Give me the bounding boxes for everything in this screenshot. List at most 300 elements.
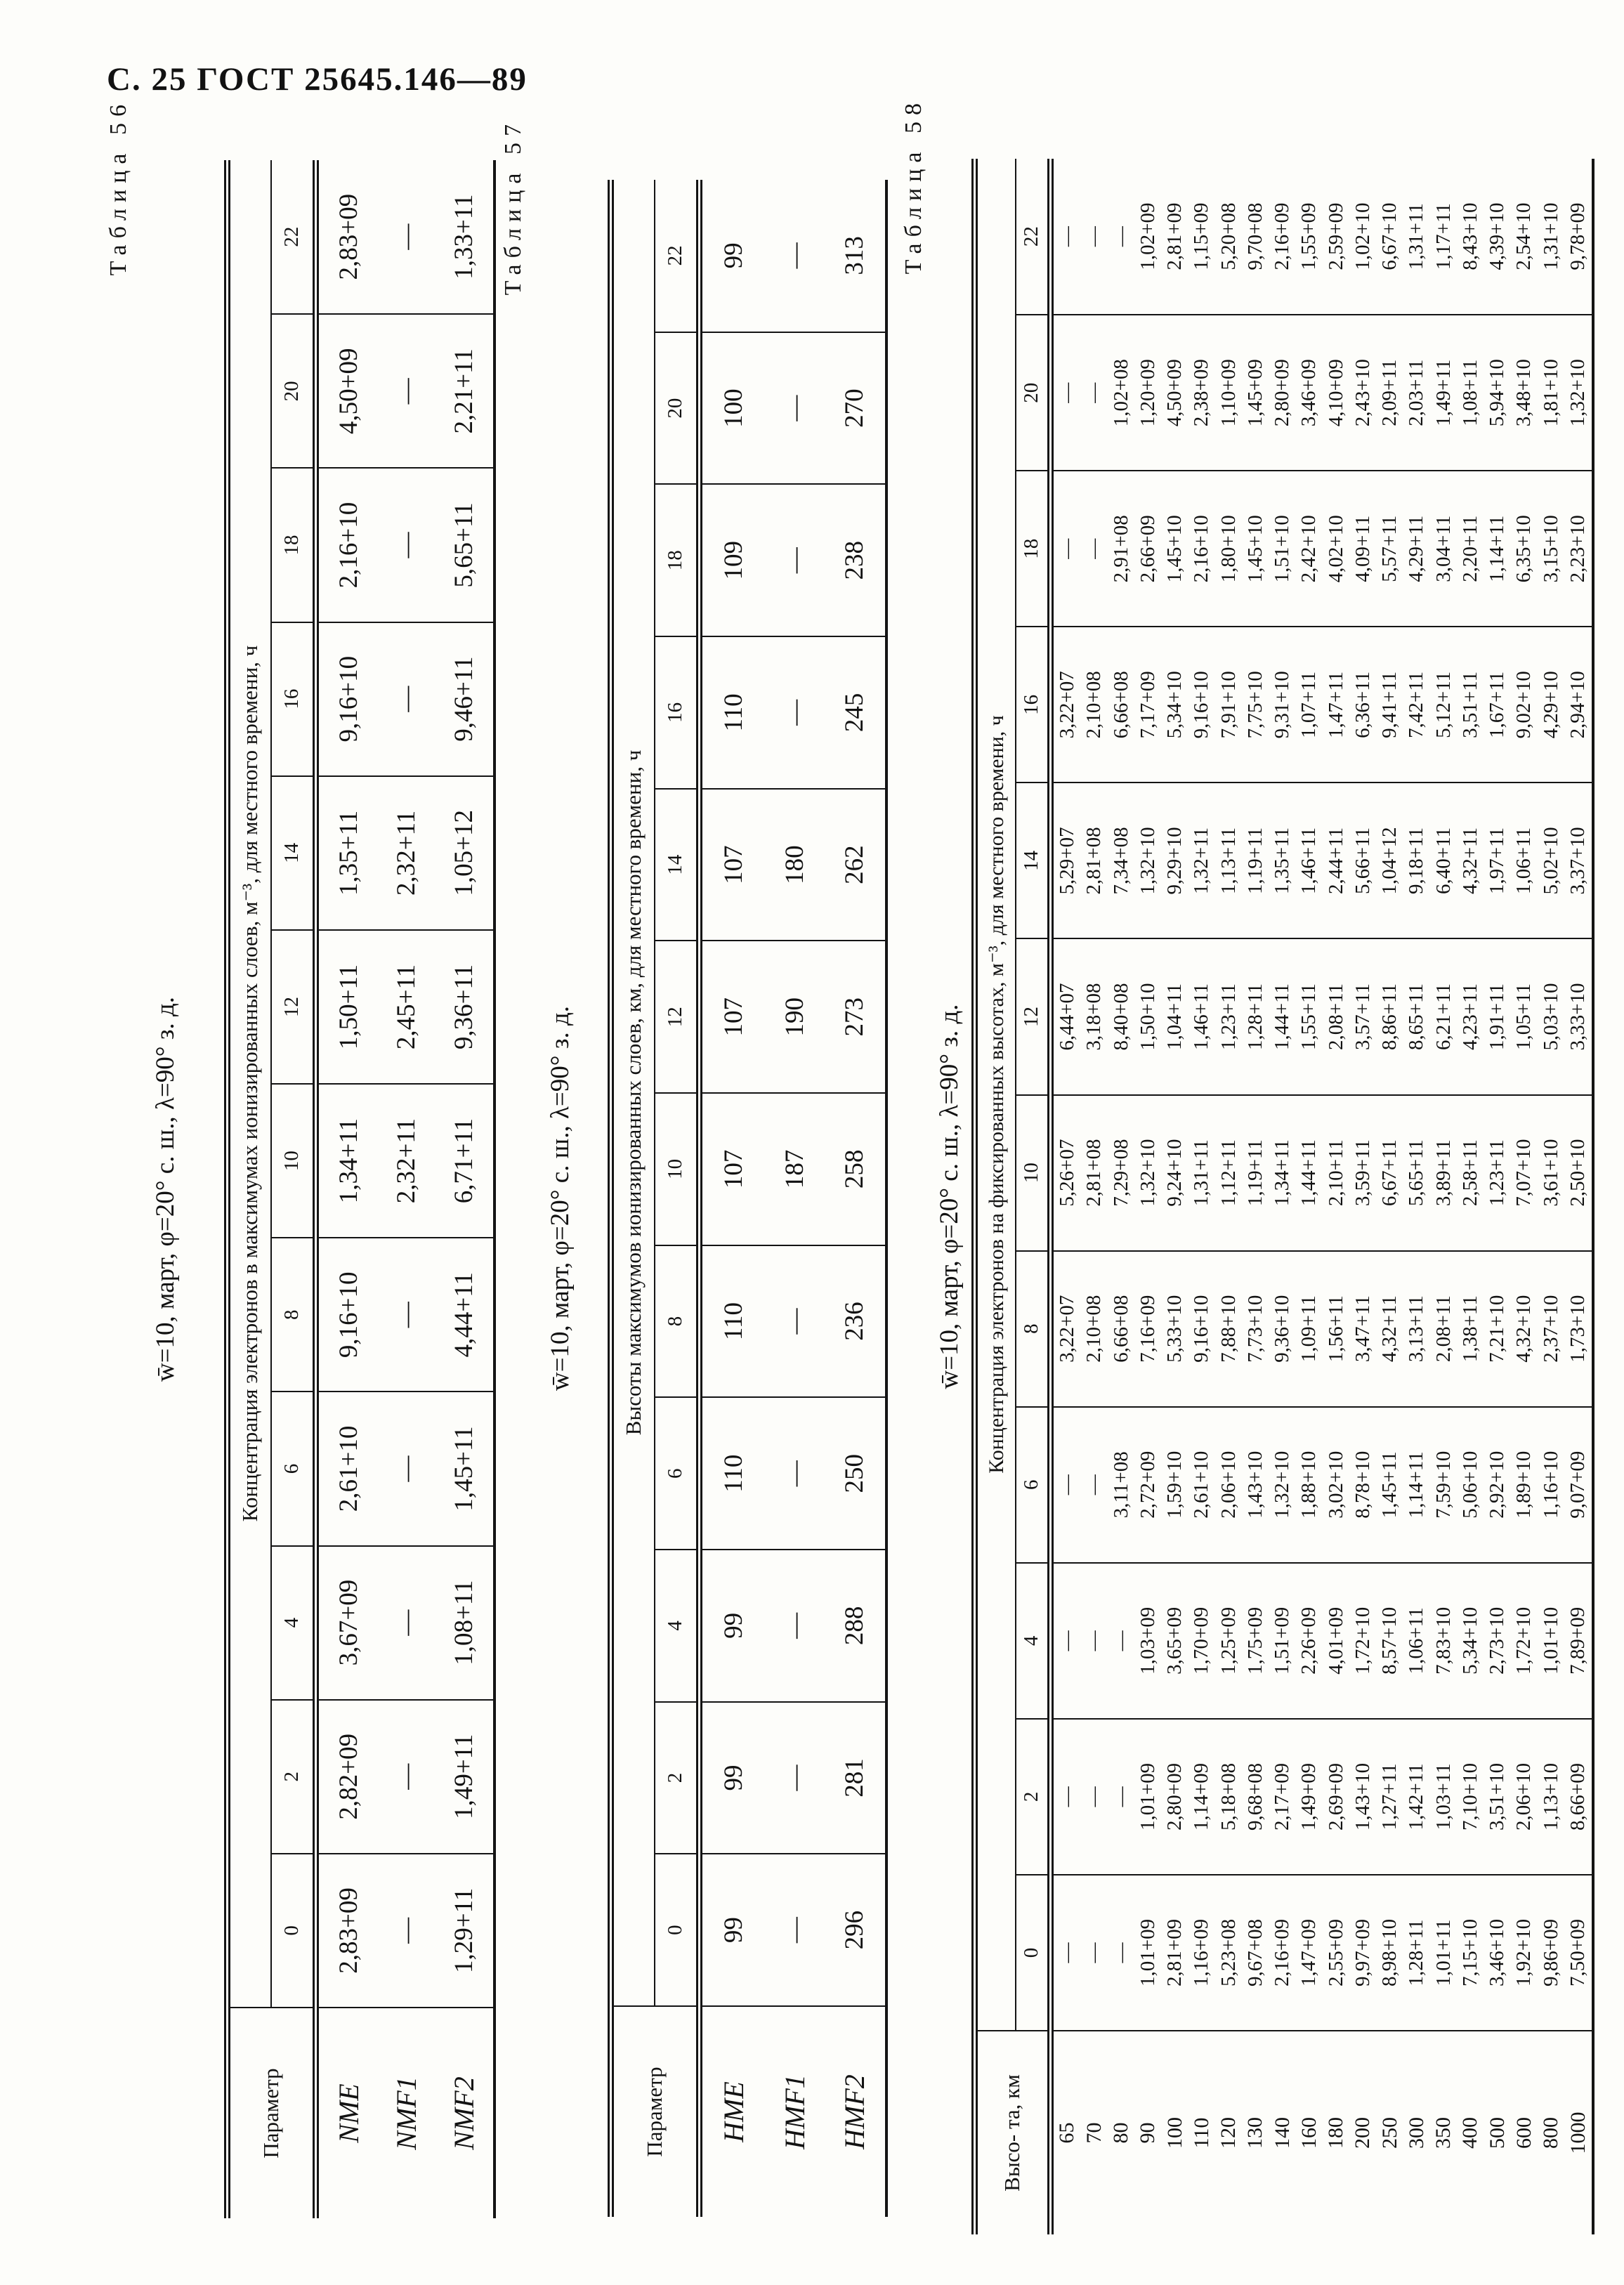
data-cell: 1,56+11 xyxy=(1323,1251,1349,1407)
table-row xyxy=(824,180,886,2217)
data-cell: 1,20+09 xyxy=(1134,315,1161,471)
data-cell: — xyxy=(1081,1407,1108,1563)
data-cell: 1,15+09 xyxy=(1188,159,1215,315)
data-cell: 4,09+11 xyxy=(1349,471,1376,627)
data-cell: 9,68+08 xyxy=(1242,1719,1269,1875)
height-label: 800 xyxy=(1538,2031,1564,2234)
data-cell: 1,19+11 xyxy=(1242,1095,1269,1251)
data-cell: 2,94+10 xyxy=(1564,627,1593,783)
data-cell: 4,01+09 xyxy=(1323,1563,1349,1719)
data-cell: 2,81+08 xyxy=(1081,1095,1108,1251)
data-cell: 1,28+11 xyxy=(1403,1875,1430,2031)
data-cell: 4,10+09 xyxy=(1323,315,1349,471)
table-row xyxy=(1134,159,1161,2234)
data-cell: 6,67+11 xyxy=(1377,1095,1403,1251)
data-cell: 1,14+11 xyxy=(1403,1407,1430,1563)
data-cell: 1,07+11 xyxy=(1296,627,1323,783)
data-cell: 1,10+09 xyxy=(1215,315,1242,471)
hour-header-cell: 14 xyxy=(1016,783,1051,938)
data-cell: 1,28+11 xyxy=(1242,938,1269,1094)
data-cell: 3,04+11 xyxy=(1430,471,1457,627)
data-cell: 5,65+11 xyxy=(1403,1095,1430,1251)
table-header xyxy=(975,159,1051,2234)
data-cell: 1,51+09 xyxy=(1269,1563,1296,1719)
data-cell: 8,98+10 xyxy=(1377,1875,1403,2031)
table-body xyxy=(316,160,495,2218)
subtitle-cell: Высоты максимумов ионизированных слоев, км, для местного времени, ч xyxy=(611,180,655,2006)
hour-header-cell: 16 xyxy=(655,636,700,789)
height-label: 350 xyxy=(1430,2031,1457,2234)
data-cell: 238 xyxy=(824,484,886,636)
hour-header-cell: 18 xyxy=(1016,471,1051,627)
data-cell: 9,78+09 xyxy=(1564,159,1593,315)
data-cell: 107 xyxy=(700,789,765,941)
hour-header-row xyxy=(1016,159,1051,2234)
data-cell: 1,02+09 xyxy=(1134,159,1161,315)
data-cell: 1,31+10 xyxy=(1538,159,1564,315)
data-cell: 1,45+10 xyxy=(1162,471,1188,627)
table-row xyxy=(1349,159,1376,2234)
data-cell: 3,15+10 xyxy=(1538,471,1564,627)
data-cell: 2,10+08 xyxy=(1081,1251,1108,1407)
data-cell: 1,72+10 xyxy=(1349,1563,1376,1719)
data-cell: 1,50+10 xyxy=(1134,938,1161,1094)
data-cell: 3,61+10 xyxy=(1538,1095,1564,1251)
table-row xyxy=(1188,159,1215,2234)
data-cell: — xyxy=(1108,159,1134,315)
param-header-cell: Высо- та, км xyxy=(975,2031,1051,2234)
data-cell: 2,73+10 xyxy=(1484,1563,1511,1719)
data-cell: 3,22+07 xyxy=(1051,1251,1081,1407)
data-cell: 3,37+10 xyxy=(1564,783,1593,938)
data-cell: 4,50+09 xyxy=(1162,315,1188,471)
table-58-wrap xyxy=(971,159,1594,2234)
table-56-block xyxy=(105,98,496,2218)
data-cell: 1,97+11 xyxy=(1484,783,1511,938)
data-cell: 1,45+11 xyxy=(435,1392,495,1545)
hour-header-cell: 0 xyxy=(655,1854,700,2006)
data-cell: 7,21+10 xyxy=(1484,1251,1511,1407)
data-cell: 2,09+11 xyxy=(1377,315,1403,471)
data-cell: 262 xyxy=(824,789,886,941)
hour-header-cell: 2 xyxy=(1016,1719,1051,1875)
data-cell: 187 xyxy=(765,1093,825,1245)
data-cell: 1,01+09 xyxy=(1134,1875,1161,2031)
data-cell: 281 xyxy=(824,1702,886,1854)
data-cell: 5,29+07 xyxy=(1051,783,1081,938)
data-cell: — xyxy=(765,180,825,332)
data-cell: 1,47+11 xyxy=(1323,627,1349,783)
height-label: 200 xyxy=(1349,2031,1376,2234)
data-cell: 7,89+09 xyxy=(1564,1563,1593,1719)
header-row xyxy=(228,160,271,2218)
table-row xyxy=(700,180,765,2217)
data-cell: 4,29+11 xyxy=(1403,471,1430,627)
hour-header-cell: 8 xyxy=(271,1238,316,1392)
data-cell: 7,59+10 xyxy=(1430,1407,1457,1563)
data-cell: 1,04+12 xyxy=(1377,783,1403,938)
data-cell: 100 xyxy=(700,332,765,485)
data-cell: — xyxy=(378,622,435,776)
hour-header-cell: 20 xyxy=(1016,315,1051,471)
data-cell: 3,18+08 xyxy=(1081,938,1108,1094)
data-cell: — xyxy=(378,160,435,314)
data-cell: 1,91+11 xyxy=(1484,938,1511,1094)
table-56 xyxy=(224,160,496,2218)
data-cell: 2,10+08 xyxy=(1081,627,1108,783)
data-cell: 9,46+11 xyxy=(435,622,495,776)
data-cell: — xyxy=(1081,1563,1108,1719)
hour-header-cell: 20 xyxy=(271,314,316,468)
data-cell: 6,66+08 xyxy=(1108,627,1134,783)
data-cell: 2,08+11 xyxy=(1323,938,1349,1094)
data-cell: 1,55+09 xyxy=(1296,159,1323,315)
data-cell: 273 xyxy=(824,941,886,1093)
data-cell: — xyxy=(1081,471,1108,627)
data-cell: 1,88+10 xyxy=(1296,1407,1323,1563)
data-cell: 5,34+10 xyxy=(1162,627,1188,783)
data-cell: 2,50+10 xyxy=(1564,1095,1593,1251)
data-cell: 5,66+11 xyxy=(1349,783,1376,938)
table-row xyxy=(1269,159,1296,2234)
data-cell: 2,54+10 xyxy=(1511,159,1538,315)
data-cell: 2,66+09 xyxy=(1134,471,1161,627)
data-cell: 2,16+10 xyxy=(316,468,379,622)
data-cell: 1,13+10 xyxy=(1538,1719,1564,1875)
data-cell: 5,34+10 xyxy=(1457,1563,1484,1719)
data-cell: 3,59+11 xyxy=(1349,1095,1376,1251)
table-header xyxy=(611,180,700,2217)
data-cell: — xyxy=(1081,1719,1108,1875)
hour-header-cell: 22 xyxy=(271,160,316,314)
data-cell: 2,16+09 xyxy=(1269,159,1296,315)
data-cell: 2,58+11 xyxy=(1457,1095,1484,1251)
data-cell: 2,43+10 xyxy=(1349,315,1376,471)
data-cell: 3,57+11 xyxy=(1349,938,1376,1094)
hour-header-cell: 14 xyxy=(271,776,316,930)
data-cell: 6,66+08 xyxy=(1108,1251,1134,1407)
subtitle-cell: Концентрация электронов на фиксированных высотах, м⁻³, для местного времени, ч xyxy=(975,159,1016,2031)
data-cell: 1,01+09 xyxy=(1134,1719,1161,1875)
data-cell: 1,25+09 xyxy=(1215,1563,1242,1719)
data-cell: 7,15+10 xyxy=(1457,1875,1484,2031)
data-cell: 180 xyxy=(765,789,825,941)
table-row xyxy=(1242,159,1269,2234)
data-cell: 2,69+09 xyxy=(1323,1719,1349,1875)
header-row xyxy=(975,159,1016,2234)
data-cell: 1,01+10 xyxy=(1538,1563,1564,1719)
data-cell: 2,37+10 xyxy=(1538,1251,1564,1407)
data-cell: — xyxy=(1051,1719,1081,1875)
data-cell: 296 xyxy=(824,1854,886,2006)
hour-header-row xyxy=(655,180,700,2217)
data-cell: 1,67+11 xyxy=(1484,627,1511,783)
table-row xyxy=(1162,159,1188,2234)
row-label: HME xyxy=(700,2006,765,2217)
data-cell: 1,05+12 xyxy=(435,776,495,930)
data-cell: 1,06+11 xyxy=(1511,783,1538,938)
data-cell: 8,86+11 xyxy=(1377,938,1403,1094)
table-58-caption: Таблица 58 xyxy=(901,97,926,275)
data-cell: — xyxy=(1051,471,1081,627)
data-cell: 1,32+10 xyxy=(1134,1095,1161,1251)
data-cell: 1,09+11 xyxy=(1296,1251,1323,1407)
data-cell: 2,42+10 xyxy=(1296,471,1323,627)
data-cell: 1,43+10 xyxy=(1349,1719,1376,1875)
data-cell: 1,46+11 xyxy=(1296,783,1323,938)
data-cell: 5,02+10 xyxy=(1538,783,1564,938)
hour-header-cell: 2 xyxy=(271,1700,316,1854)
data-cell: 8,65+11 xyxy=(1403,938,1430,1094)
data-cell: 2,23+10 xyxy=(1564,471,1593,627)
data-cell: 6,40+11 xyxy=(1430,783,1457,938)
height-label: 600 xyxy=(1511,2031,1538,2234)
data-cell: 7,83+10 xyxy=(1430,1563,1457,1719)
data-cell: 1,44+11 xyxy=(1296,1095,1323,1251)
data-cell: 5,57+11 xyxy=(1377,471,1403,627)
hour-header-cell: 10 xyxy=(271,1084,316,1238)
data-cell: 7,91+10 xyxy=(1215,627,1242,783)
data-cell: 2,81+09 xyxy=(1162,159,1188,315)
hour-header-cell: 8 xyxy=(655,1245,700,1398)
data-cell: 1,04+11 xyxy=(1162,938,1188,1094)
data-cell: 2,32+11 xyxy=(378,1084,435,1238)
subtitle-cell: Концентрация электронов в максимумах ионизированных слоев, м⁻³, для местного времени, ч xyxy=(228,160,271,2008)
height-label: 1000 xyxy=(1564,2031,1593,2234)
data-cell: 7,34+08 xyxy=(1108,783,1134,938)
data-cell: 2,82+09 xyxy=(316,1700,379,1854)
data-cell: 99 xyxy=(700,1702,765,1854)
data-cell: 109 xyxy=(700,484,765,636)
data-cell: 1,02+10 xyxy=(1349,159,1376,315)
data-cell: 5,12+11 xyxy=(1430,627,1457,783)
data-cell: 1,12+11 xyxy=(1215,1095,1242,1251)
data-cell: 1,42+11 xyxy=(1403,1719,1430,1875)
data-cell: 1,50+11 xyxy=(316,930,379,1084)
data-cell: 9,16+10 xyxy=(316,622,379,776)
data-cell: 5,23+08 xyxy=(1215,1875,1242,2031)
data-cell: — xyxy=(1108,1875,1134,2031)
data-cell: — xyxy=(765,332,825,485)
hour-header-cell: 22 xyxy=(1016,159,1051,315)
data-cell: 1,55+11 xyxy=(1296,938,1323,1094)
hour-header-cell: 18 xyxy=(271,468,316,622)
data-cell: 6,71+11 xyxy=(435,1084,495,1238)
data-cell: 4,50+09 xyxy=(316,314,379,468)
table-58 xyxy=(971,159,1594,2234)
data-cell: 2,16+10 xyxy=(1188,471,1215,627)
table-row xyxy=(1081,159,1108,2234)
data-cell: 2,81+08 xyxy=(1081,783,1108,938)
table-row xyxy=(1403,159,1430,2234)
table-row xyxy=(1215,159,1242,2234)
data-cell: 9,67+08 xyxy=(1242,1875,1269,2031)
data-cell: 3,22+07 xyxy=(1051,627,1081,783)
data-cell: 3,47+11 xyxy=(1349,1251,1376,1407)
data-cell: 7,29+08 xyxy=(1108,1095,1134,1251)
data-cell: — xyxy=(1108,1719,1134,1875)
data-cell: 2,10+11 xyxy=(1323,1095,1349,1251)
table-row xyxy=(316,160,379,2218)
height-label: 130 xyxy=(1242,2031,1269,2234)
data-cell: 3,51+10 xyxy=(1484,1719,1511,1875)
data-cell: 3,89+11 xyxy=(1430,1095,1457,1251)
data-cell: 2,16+09 xyxy=(1269,1875,1296,2031)
data-cell: 1,23+11 xyxy=(1215,938,1242,1094)
data-cell: 1,35+11 xyxy=(1269,783,1296,938)
page-header: С. 25 ГОСТ 25645.146—89 xyxy=(107,61,528,98)
data-cell: 1,70+09 xyxy=(1188,1563,1215,1719)
height-label: 120 xyxy=(1215,2031,1242,2234)
data-cell: 1,43+10 xyxy=(1242,1407,1269,1563)
data-cell: 1,08+11 xyxy=(1457,315,1484,471)
data-cell: 2,20+11 xyxy=(1457,471,1484,627)
data-cell: 5,20+08 xyxy=(1215,159,1242,315)
data-cell: 7,75+10 xyxy=(1242,627,1269,783)
hour-header-cell: 12 xyxy=(271,930,316,1084)
data-cell: 1,92+10 xyxy=(1511,1875,1538,2031)
data-cell: 3,46+10 xyxy=(1484,1875,1511,2031)
height-label: 180 xyxy=(1323,2031,1349,2234)
data-cell: 1,31+11 xyxy=(1403,159,1430,315)
data-cell: 1,32+10 xyxy=(1134,783,1161,938)
table-row xyxy=(1323,159,1349,2234)
data-cell: 9,36+10 xyxy=(1269,1251,1296,1407)
table-57-wrap xyxy=(608,180,888,2217)
param-header-cell: Параметр xyxy=(228,2008,316,2218)
data-cell: — xyxy=(765,1854,825,2006)
data-cell: 2,38+09 xyxy=(1188,315,1215,471)
data-cell: 9,97+09 xyxy=(1349,1875,1376,2031)
data-cell: 1,01+11 xyxy=(1430,1875,1457,2031)
data-cell: 8,57+10 xyxy=(1377,1563,1403,1719)
data-cell: — xyxy=(1051,159,1081,315)
table-row xyxy=(1430,159,1457,2234)
data-cell: 8,40+08 xyxy=(1108,938,1134,1094)
data-cell: 9,36+11 xyxy=(435,930,495,1084)
data-cell: 99 xyxy=(700,1550,765,1702)
data-cell: — xyxy=(1081,159,1108,315)
height-label: 250 xyxy=(1377,2031,1403,2234)
data-cell: 1,34+11 xyxy=(1269,1095,1296,1251)
data-cell: 1,44+11 xyxy=(1269,938,1296,1094)
data-cell: 2,59+09 xyxy=(1323,159,1349,315)
data-cell: 245 xyxy=(824,636,886,789)
table-57-caption: Таблица 57 xyxy=(500,118,526,296)
hour-header-cell: 22 xyxy=(655,180,700,332)
table-57-block xyxy=(500,118,888,2217)
data-cell: 7,10+10 xyxy=(1457,1719,1484,1875)
hour-header-cell: 4 xyxy=(655,1550,700,1702)
data-cell: — xyxy=(765,1397,825,1550)
height-label: 160 xyxy=(1296,2031,1323,2234)
data-cell: 7,73+10 xyxy=(1242,1251,1269,1407)
data-cell: 1,13+11 xyxy=(1215,783,1242,938)
data-cell: 2,45+11 xyxy=(378,930,435,1084)
data-cell: 2,17+09 xyxy=(1269,1719,1296,1875)
data-cell: — xyxy=(378,1700,435,1854)
data-cell: 2,61+10 xyxy=(316,1392,379,1545)
data-cell: 1,33+11 xyxy=(435,160,495,314)
data-cell: 2,06+10 xyxy=(1215,1407,1242,1563)
data-cell: — xyxy=(378,1238,435,1392)
data-cell: 270 xyxy=(824,332,886,485)
data-cell: 2,32+11 xyxy=(378,776,435,930)
data-cell: 2,83+09 xyxy=(316,160,379,314)
hour-header-cell: 14 xyxy=(655,789,700,941)
data-cell: 107 xyxy=(700,941,765,1093)
data-cell: 1,45+11 xyxy=(1377,1407,1403,1563)
header-row xyxy=(611,180,655,2217)
data-cell: 3,33+10 xyxy=(1564,938,1593,1094)
hour-header-cell: 0 xyxy=(1016,1875,1051,2031)
hour-header-cell: 2 xyxy=(655,1702,700,1854)
data-cell: 2,55+09 xyxy=(1323,1875,1349,2031)
hour-header-cell: 12 xyxy=(655,941,700,1093)
data-cell: — xyxy=(765,636,825,789)
data-cell: 9,31+10 xyxy=(1269,627,1296,783)
data-cell: 1,16+10 xyxy=(1538,1407,1564,1563)
data-cell: 99 xyxy=(700,1854,765,2006)
data-cell: 7,07+10 xyxy=(1511,1095,1538,1251)
table-body xyxy=(700,180,887,2217)
data-cell: 1,75+09 xyxy=(1242,1563,1269,1719)
data-cell: 9,16+10 xyxy=(316,1238,379,1392)
data-cell: 3,65+09 xyxy=(1162,1563,1188,1719)
table-58-block xyxy=(901,97,1594,2234)
data-cell: 4,44+11 xyxy=(435,1238,495,1392)
height-label: 140 xyxy=(1269,2031,1296,2234)
data-cell: — xyxy=(765,1245,825,1398)
data-cell: 1,32+10 xyxy=(1564,315,1593,471)
hour-header-cell: 6 xyxy=(655,1397,700,1550)
table-row xyxy=(1377,159,1403,2234)
data-cell: — xyxy=(378,1854,435,2008)
data-cell: 6,44+07 xyxy=(1051,938,1081,1094)
data-cell: 6,36+11 xyxy=(1349,627,1376,783)
data-cell: 8,66+09 xyxy=(1564,1719,1593,1875)
table-row xyxy=(378,160,435,2218)
data-cell: 9,16+10 xyxy=(1188,1251,1215,1407)
data-cell: 3,51+11 xyxy=(1457,627,1484,783)
data-cell: 1,23+11 xyxy=(1484,1095,1511,1251)
height-label: 100 xyxy=(1162,2031,1188,2234)
data-cell: 5,65+11 xyxy=(435,468,495,622)
height-label: 500 xyxy=(1484,2031,1511,2234)
row-label: HMF2 xyxy=(824,2006,886,2217)
hour-header-cell: 20 xyxy=(655,332,700,485)
data-cell: 1,73+10 xyxy=(1564,1251,1593,1407)
data-cell: — xyxy=(1081,315,1108,471)
hour-header-cell: 12 xyxy=(1016,938,1051,1094)
hour-header-cell: 6 xyxy=(271,1392,316,1545)
data-cell: 1,32+11 xyxy=(1188,783,1215,938)
data-cell: 1,35+11 xyxy=(316,776,379,930)
data-cell: — xyxy=(378,314,435,468)
data-cell: 3,11+08 xyxy=(1108,1407,1134,1563)
table-row xyxy=(1538,159,1564,2234)
data-cell: 1,27+11 xyxy=(1377,1719,1403,1875)
data-cell: 9,24+10 xyxy=(1162,1095,1188,1251)
data-cell: 4,29+10 xyxy=(1538,627,1564,783)
data-cell: 7,42+11 xyxy=(1403,627,1430,783)
data-cell: 1,38+11 xyxy=(1457,1251,1484,1407)
data-cell: 1,34+11 xyxy=(316,1084,379,1238)
data-cell: — xyxy=(1081,1875,1108,2031)
data-cell: 2,21+11 xyxy=(435,314,495,468)
data-cell: 9,70+08 xyxy=(1242,159,1269,315)
data-cell: 258 xyxy=(824,1093,886,1245)
